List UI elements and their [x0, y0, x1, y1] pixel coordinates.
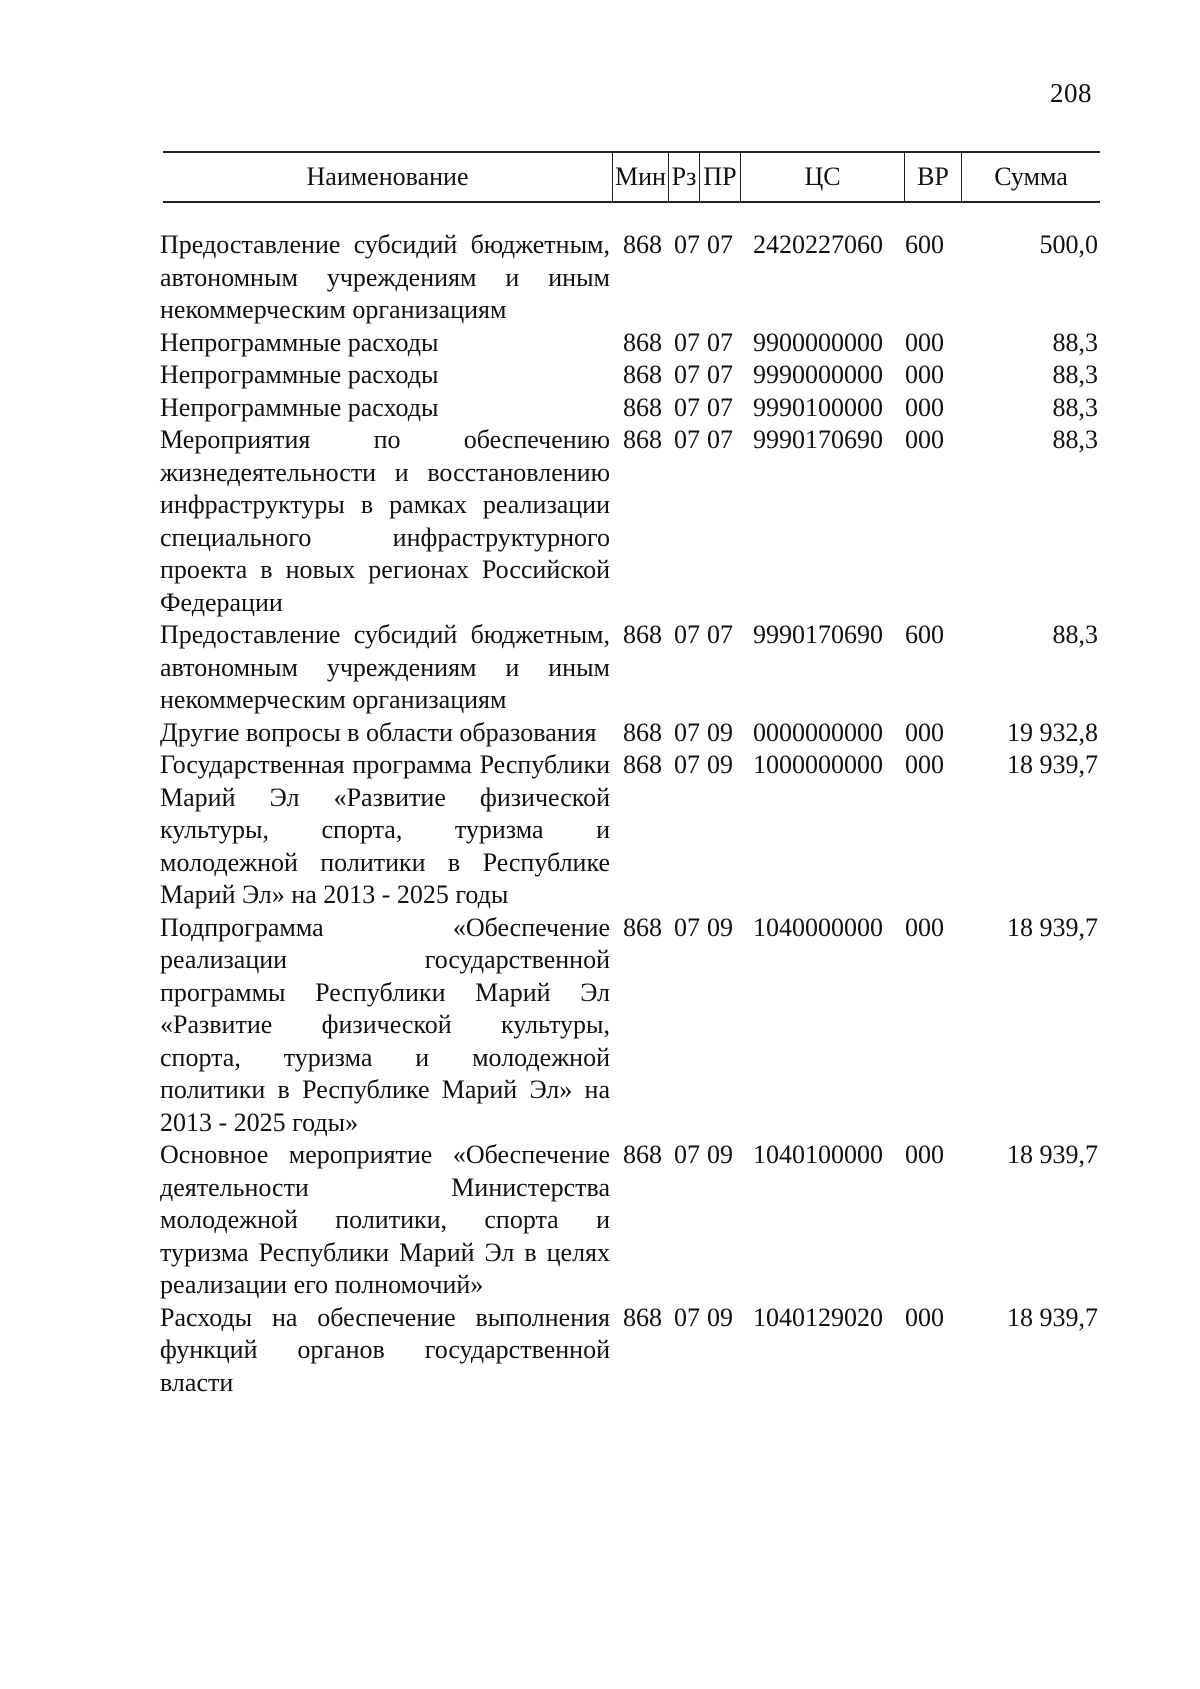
table-row: [160, 359, 1110, 392]
row-vr: 000: [905, 1140, 944, 1169]
table-row: [160, 1302, 1110, 1400]
header-cs: ЦС: [741, 153, 905, 201]
row-vr: 000: [905, 392, 944, 422]
row-vr: 000: [905, 360, 944, 389]
row-vr: 000: [905, 750, 944, 779]
table-row: [160, 912, 1110, 1140]
row-rz: 07: [674, 360, 700, 389]
row-pr: 09: [707, 1140, 733, 1169]
row-vr: 000: [905, 1302, 944, 1332]
row-pr: 07: [707, 230, 733, 259]
row-pr: 07: [707, 425, 733, 454]
row-rz: 07: [674, 425, 700, 454]
row-name: Непрограммные расходы: [160, 327, 439, 357]
row-min: 868: [623, 1140, 662, 1169]
row-rz: 07: [674, 327, 700, 357]
row-name: Подпрограмма «Обеспечение реализации государственной программы Республики Марий Эл «Развитие физической культуры, спорта, туризма и молодежной политики в Республике Марий Эл» на 2013 - 2025 годы»: [160, 912, 610, 1137]
row-min: 868: [623, 912, 662, 942]
table-body: [160, 229, 1110, 1399]
row-rz: 07: [674, 230, 700, 259]
row-cs: 1000000000: [753, 750, 883, 779]
header-min: Мин: [613, 153, 669, 201]
header-vr: ВР: [905, 153, 962, 201]
row-rz: 07: [674, 750, 700, 779]
row-name: Другие вопросы в области образования: [160, 717, 597, 747]
row-pr: 07: [707, 620, 733, 649]
row-sum: 88,3: [1052, 360, 1098, 389]
table-header: [163, 151, 1100, 203]
row-sum: 18 939,7: [1007, 912, 1098, 942]
row-sum: 88,3: [1052, 392, 1098, 422]
header-sum: Сумма: [994, 162, 1068, 191]
row-vr: 000: [905, 717, 944, 747]
row-pr: 07: [707, 360, 733, 389]
row-pr: 09: [707, 1302, 733, 1332]
row-min: 868: [623, 717, 662, 747]
table-row: [160, 327, 1110, 360]
header-pr: ПР: [700, 153, 741, 201]
row-sum: 18 939,7: [1007, 1140, 1098, 1169]
row-name: Предоставление субсидий бюджетным, автономным учреждениям и иным некоммерческим организациям: [160, 620, 610, 714]
row-vr: 000: [905, 912, 944, 942]
table-row: [160, 229, 1110, 327]
row-min: 868: [623, 425, 662, 454]
row-cs: 9990000000: [753, 360, 883, 389]
row-cs: 9990100000: [753, 392, 883, 422]
row-sum: 500,0: [1039, 230, 1098, 259]
row-rz: 07: [674, 392, 700, 422]
row-vr: 600: [905, 230, 944, 259]
row-cs: 9900000000: [753, 327, 883, 357]
row-cs: 1040129020: [753, 1302, 883, 1332]
row-pr: 07: [707, 327, 733, 357]
table-row: [160, 392, 1110, 425]
row-min: 868: [623, 360, 662, 389]
row-name: Непрограммные расходы: [160, 360, 439, 389]
row-rz: 07: [674, 620, 700, 649]
row-name: Основное мероприятие «Обеспечение деятельности Министерства молодежной политики, спорта и туризма Республики Марий Эл в целях реализации его полномочий»: [160, 1140, 610, 1299]
row-cs: 1040000000: [753, 912, 883, 942]
row-sum: 88,3: [1052, 327, 1098, 357]
table-row: [160, 717, 1110, 750]
row-min: 868: [623, 392, 662, 422]
row-name: Государственная программа Республики Марий Эл «Развитие физической культуры, спорта, туризма и молодежной политики в Республике Марий Эл» на 2013 - 2025 годы: [160, 750, 610, 909]
row-name: Мероприятия по обеспечению жизнедеятельности и восстановлению инфраструктуры в рамках реализации специального инфраструктурного проекта в новых регионах Российской Федерации: [160, 425, 610, 617]
row-min: 868: [623, 230, 662, 259]
row-cs: 9990170690: [753, 620, 883, 649]
row-rz: 07: [674, 1140, 700, 1169]
table-row: [160, 424, 1110, 619]
row-pr: 09: [707, 912, 733, 942]
row-rz: 07: [674, 717, 700, 747]
row-pr: 07: [707, 392, 733, 422]
row-sum: 19 932,8: [1007, 717, 1098, 747]
row-cs: 1040100000: [753, 1140, 883, 1169]
row-cs: 2420227060: [753, 230, 883, 259]
row-min: 868: [623, 750, 662, 779]
row-cs: 0000000000: [753, 717, 883, 747]
table-row: [160, 749, 1110, 912]
header-rz: Рз: [669, 153, 700, 201]
row-pr: 09: [707, 717, 733, 747]
row-sum: 18 939,7: [1007, 750, 1098, 779]
row-name: Расходы на обеспечение выполнения функций органов государственной власти: [160, 1302, 610, 1397]
row-rz: 07: [674, 912, 700, 942]
row-cs: 9990170690: [753, 425, 883, 454]
table-row: [160, 1139, 1110, 1302]
row-min: 868: [623, 327, 662, 357]
row-sum: 88,3: [1052, 425, 1098, 454]
row-name: Непрограммные расходы: [160, 392, 439, 422]
row-vr: 600: [905, 620, 944, 649]
table-row: [160, 619, 1110, 717]
row-sum: 88,3: [1052, 620, 1098, 649]
row-min: 868: [623, 620, 662, 649]
row-rz: 07: [674, 1302, 700, 1332]
row-name: Предоставление субсидий бюджетным, автономным учреждениям и иным некоммерческим организациям: [160, 230, 610, 324]
row-vr: 000: [905, 425, 944, 454]
header-name: Наименование: [163, 153, 613, 201]
page-number: 208: [1050, 78, 1092, 108]
row-min: 868: [623, 1302, 662, 1332]
row-vr: 000: [905, 327, 944, 357]
row-sum: 18 939,7: [1007, 1302, 1098, 1332]
row-pr: 09: [707, 750, 733, 779]
